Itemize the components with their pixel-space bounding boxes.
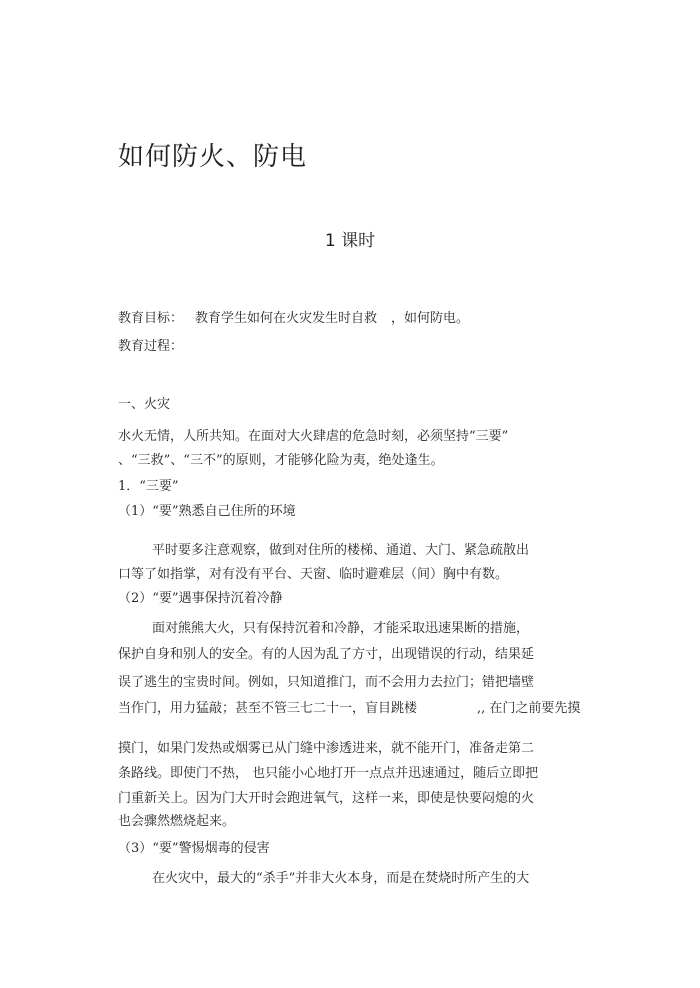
- process-label: 教育过程：: [118, 339, 184, 354]
- paragraph-line: 误了逃生的宝贵时间。例如，只知道推门，而不会用力去拉门；错把墙壁: [118, 675, 535, 690]
- paragraph-line: 也会骤然燃烧起来。: [118, 814, 236, 829]
- page-title: 如何防火、防电: [118, 142, 308, 172]
- item-heading: （3）“要”警惕烟毒的侵害: [118, 841, 270, 856]
- subheading-three-musts: 1．“三要”: [118, 479, 179, 494]
- paragraph-line: 摸门，如果门发热或烟雾已从门缝中渗透进来，就不能开门，准备走第二: [118, 741, 535, 756]
- paragraph-text: 当作门，用力猛敲；甚至不管三七二十一，盲目跳楼: [118, 701, 418, 716]
- paragraph-line: 平时要多注意观察，做到对住所的楼梯、通道、大门、紧急疏散出: [152, 543, 530, 558]
- item-heading: （2）“要”遇事保持沉着冷静: [118, 591, 283, 606]
- objective-label: 教育目标：: [118, 311, 184, 326]
- lesson-duration: 1 课时: [324, 231, 376, 251]
- paragraph-line: 保护自身和别人的安全。有的人因为乱了方寸，出现错误的行动，结果延: [118, 647, 535, 662]
- paragraph-line: [118, 700, 580, 718]
- paragraph-line: 在火灾中，最大的“杀手”并非大火本身，而是在焚烧时所产生的大: [152, 871, 530, 886]
- paragraph-line: 面对熊熊大火，只有保持沉着和冷静，才能采取迅速果断的措施，: [152, 621, 530, 636]
- section-heading-fire: 一、火灾: [118, 397, 171, 412]
- objective-text-a: 教育学生如何在火灾发生时自救: [195, 311, 378, 326]
- paragraph-line: 口等了如指掌，对有没有平台、天窗、临时避难层（间）胸中有数。: [118, 567, 509, 582]
- paragraph-text: ,, 在门之前要先摸: [477, 701, 581, 716]
- paragraph-line: 、“三救”、“三不”的原则，才能够化险为夷，绝处逢生。: [118, 453, 444, 468]
- item-heading: （1）“要”熟悉自己住所的环境: [118, 504, 296, 519]
- paragraph-line: 条路线。即使门不热， 也只能小心地打开一点点并迅速通过，随后立即把: [118, 766, 539, 781]
- paragraph-line: 水火无情，人所共知。在面对大火肆虐的危急时刻，必须坚持“三要”: [118, 429, 509, 444]
- objective-line: [118, 310, 469, 328]
- objective-text-b: ，如何防电。: [391, 311, 470, 326]
- paragraph-line: 门重新关上。因为门大开时会跑进氧气，这样一来，即使是快要闷熄的火: [118, 791, 535, 806]
